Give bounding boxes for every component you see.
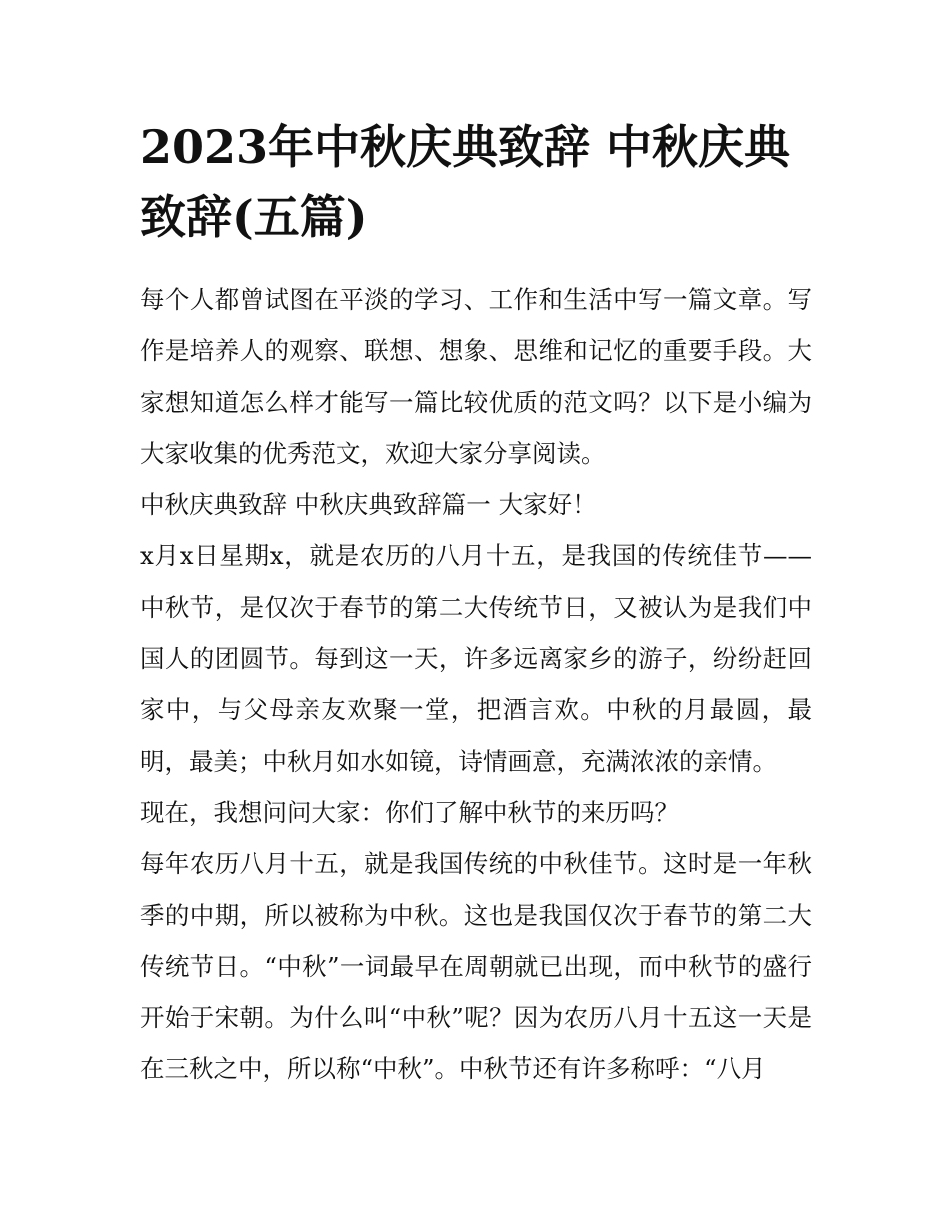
paragraph-question: 现在，我想问问大家：你们了解中秋节的来历吗？ — [140, 797, 679, 827]
paragraph-festival-date: x月x日星期x，就是农历的八月十五，是我国的传统佳节——中秋节，是仅次于春节的第二大传统节日，又被认为是我们中国人的团圆节。每到这一天，许多远离家乡的游子，纷纷赶回家中，与父母亲友欢聚一堂，把酒言欢。中秋的月最圆，最明，最美；中秋月如水如镜，诗情画意，充满浓浓的亲情。 — [140, 541, 812, 776]
paragraph-intro: 每个人都曾试图在平淡的学习、工作和生活中写一篇文章。写作是培养人的观察、联想、想象、思维和记忆的重要手段。大家想知道怎么样才能写一篇比较优质的范文吗？以下是小编为大家收集的优秀范文，欢迎大家分享阅读。 — [140, 285, 812, 468]
document-page — [140, 112, 812, 1095]
document-title: 2023年中秋庆典致辞 中秋庆典致辞(五篇) — [140, 120, 791, 244]
paragraph-section-heading: 中秋庆典致辞 中秋庆典致辞篇一 大家好！ — [140, 490, 597, 520]
document-body — [140, 274, 812, 1095]
paragraph-origin: 每年农历八月十五，就是我国传统的中秋佳节。这时是一年秋季的中期，所以被称为中秋。这也是我国仅次于春节的第二大传统节日。“中秋”一词最早在周朝就已出现，而中秋节的盛行开始于宋朝。为什么叫“中秋”呢？因为农历八月十五这一天是在三秋之中，所以称“中秋”。中秋节还有许多称呼：“八月 — [140, 849, 812, 1084]
